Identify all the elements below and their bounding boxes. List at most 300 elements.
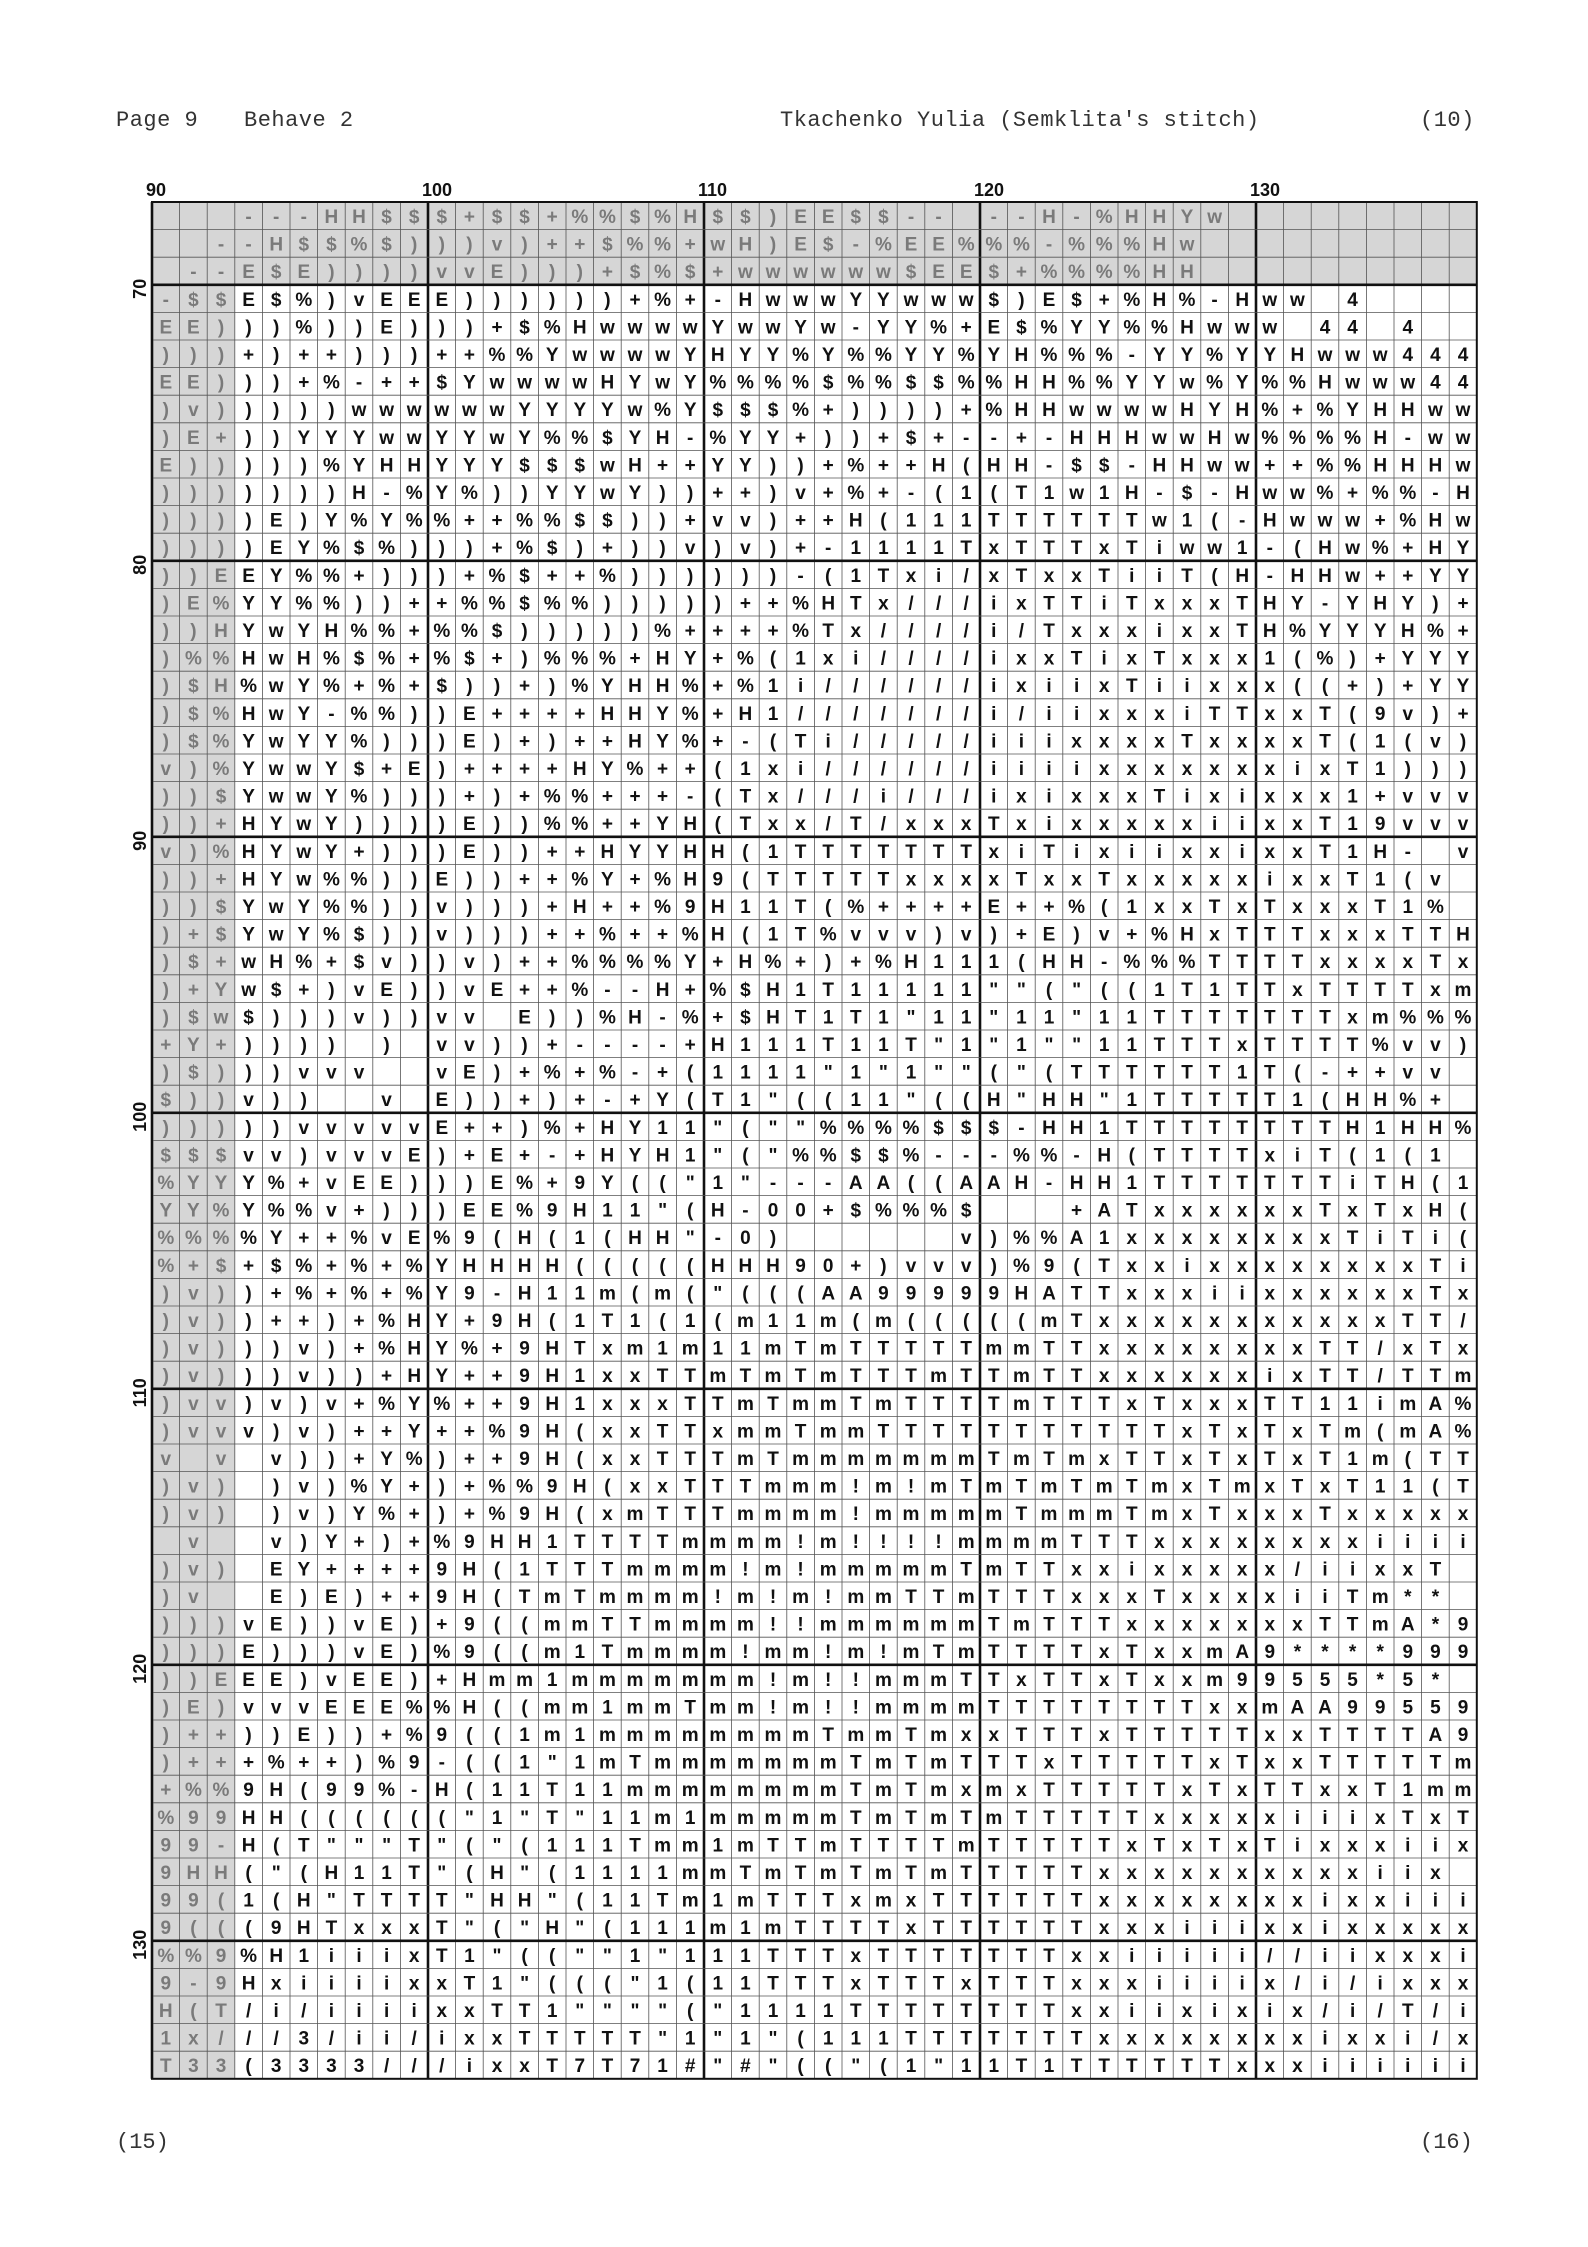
- chart-symbol: Y: [297, 620, 311, 642]
- chart-symbol: m: [1150, 1504, 1168, 1526]
- chart-symbol: m: [985, 1531, 1003, 1553]
- chart-symbol: x: [1264, 676, 1276, 698]
- chart-symbol: H: [324, 206, 339, 228]
- chart-symbol: v: [1430, 786, 1441, 808]
- chart-symbol: v: [1457, 786, 1469, 808]
- chart-symbol: (: [797, 1283, 804, 1305]
- chart-symbol: %: [1206, 344, 1224, 366]
- chart-symbol: 1: [1098, 1117, 1110, 1139]
- chart-symbol: T: [1070, 2028, 1083, 2050]
- chart-symbol: (: [300, 1807, 307, 1829]
- chart-symbol: T: [1043, 1862, 1055, 1884]
- chart-symbol: i: [356, 2028, 362, 2050]
- chart-symbol: T: [1181, 979, 1193, 1001]
- chart-symbol: -: [742, 1200, 749, 1222]
- chart-symbol: +: [1043, 896, 1055, 918]
- chart-symbol: 1: [629, 1310, 641, 1332]
- chart-symbol: H: [1456, 482, 1470, 504]
- chart-symbol: $: [188, 676, 199, 698]
- chart-symbol: x: [960, 1780, 972, 1802]
- chart-symbol: +: [1015, 262, 1027, 284]
- chart-symbol: $: [850, 206, 862, 228]
- chart-symbol: x: [850, 1890, 862, 1912]
- chart-symbol: (: [1321, 1090, 1329, 1112]
- chart-symbol: /: [1267, 1945, 1273, 1967]
- chart-symbol: T: [1015, 1918, 1028, 1940]
- chart-symbol: %: [378, 1504, 396, 1526]
- chart-symbol: 9: [160, 1890, 172, 1912]
- chart-symbol: 1: [1457, 1172, 1469, 1194]
- chart-symbol: T: [1319, 1504, 1331, 1526]
- chart-symbol: E: [1042, 289, 1056, 311]
- chart-symbol: T: [1153, 2056, 1166, 2078]
- chart-symbol: A: [821, 1283, 836, 1305]
- chart-symbol: %: [1426, 1007, 1444, 1029]
- chart-symbol: Y: [1429, 676, 1442, 698]
- chart-symbol: %: [792, 593, 810, 615]
- chart-symbol: ": [740, 1172, 750, 1194]
- chart-symbol: Y: [656, 841, 669, 863]
- chart-symbol: ": [906, 1090, 916, 1112]
- chart-symbol: T: [987, 1669, 1000, 1691]
- chart-symbol: 1: [602, 1697, 613, 1719]
- chart-symbol: m: [847, 1642, 865, 1664]
- chart-symbol: i: [1322, 1973, 1328, 1995]
- chart-symbol: T: [1015, 2000, 1028, 2022]
- chart-symbol: m: [819, 1504, 837, 1526]
- chart-symbol: v: [740, 538, 751, 560]
- chart-symbol: %: [654, 620, 672, 642]
- chart-symbol: 9: [519, 1393, 530, 1415]
- chart-symbol: x: [1292, 1504, 1303, 1526]
- chart-symbol: *: [1321, 1642, 1329, 1664]
- chart-symbol: +: [822, 400, 834, 422]
- chart-symbol: +: [270, 1310, 282, 1332]
- chart-symbol: 5: [1402, 1669, 1414, 1691]
- chart-symbol: 4: [1347, 317, 1358, 339]
- chart-symbol: 1: [684, 2028, 696, 2050]
- chart-symbol: x: [1043, 1752, 1055, 1774]
- chart-symbol: $: [270, 1255, 282, 1277]
- chart-symbol: v: [326, 1200, 337, 1222]
- chart-symbol: x: [1402, 1200, 1414, 1222]
- chart-symbol: ": [464, 1890, 474, 1912]
- chart-symbol: ): [162, 344, 169, 366]
- chart-symbol: v: [408, 1117, 420, 1139]
- chart-symbol: E: [352, 1697, 366, 1719]
- chart-symbol: i: [991, 648, 997, 670]
- chart-symbol: T: [960, 2028, 973, 2050]
- chart-symbol: ": [630, 1973, 640, 1995]
- chart-symbol: ): [300, 1448, 307, 1470]
- chart-symbol: ): [769, 455, 777, 477]
- chart-symbol: /: [1432, 2000, 1439, 2022]
- chart-symbol: Y: [269, 565, 283, 587]
- chart-symbol: (: [438, 1807, 445, 1829]
- chart-symbol: H: [241, 1973, 256, 1995]
- chart-symbol: %: [350, 703, 368, 725]
- chart-symbol: H: [655, 427, 670, 449]
- chart-symbol: T: [684, 1421, 697, 1443]
- chart-symbol: 9: [436, 1586, 448, 1608]
- chart-symbol: (: [907, 1172, 915, 1194]
- chart-symbol: T: [1208, 1780, 1221, 1802]
- chart-symbol: x: [1209, 1697, 1220, 1719]
- chart-symbol: 1: [878, 1090, 889, 1112]
- chart-symbol: x: [353, 1918, 365, 1940]
- chart-symbol: x: [905, 814, 917, 836]
- chart-symbol: A: [848, 1172, 863, 1194]
- chart-symbol: x: [1126, 1255, 1138, 1277]
- chart-symbol: T: [1098, 1780, 1111, 1802]
- chart-symbol: ): [383, 814, 390, 836]
- chart-symbol: x: [1319, 952, 1331, 974]
- chart-symbol: T: [1098, 1255, 1111, 1277]
- chart-symbol: /: [963, 565, 969, 587]
- chart-symbol: m: [874, 1780, 892, 1802]
- chart-symbol: +: [1374, 510, 1386, 532]
- chart-symbol: %: [1095, 262, 1113, 284]
- chart-symbol: +: [546, 1034, 558, 1056]
- chart-symbol: ): [273, 1338, 280, 1360]
- chart-symbol: i: [1460, 1890, 1466, 1912]
- chart-symbol: %: [433, 1531, 451, 1553]
- chart-symbol: w: [241, 952, 256, 974]
- chart-symbol: (: [549, 1228, 556, 1250]
- chart-symbol: w: [296, 786, 312, 808]
- chart-symbol: 1: [767, 841, 779, 863]
- chart-symbol: (: [714, 814, 721, 836]
- chart-symbol: 9: [684, 896, 696, 918]
- chart-symbol: %: [378, 1338, 396, 1360]
- chart-symbol: i: [1046, 731, 1052, 753]
- chart-symbol: %: [516, 538, 534, 560]
- chart-symbol: m: [1399, 1393, 1417, 1415]
- chart-symbol: 1: [1126, 1034, 1138, 1056]
- chart-symbol: H: [517, 1310, 532, 1332]
- chart-symbol: x: [1181, 841, 1193, 863]
- chart-symbol: /: [963, 786, 969, 808]
- chart-symbol: ": [961, 1062, 971, 1084]
- chart-symbol: Y: [1291, 593, 1304, 615]
- chart-symbol: A: [1428, 1724, 1443, 1746]
- chart-symbol: T: [1291, 1007, 1304, 1029]
- chart-symbol: 9: [270, 1918, 282, 1940]
- chart-symbol: 1: [1043, 2056, 1055, 2078]
- chart-symbol: -: [631, 979, 639, 1001]
- chart-symbol: T: [518, 2028, 531, 2050]
- chart-symbol: x: [1181, 1338, 1193, 1360]
- chart-symbol: x: [1374, 1504, 1386, 1526]
- chart-symbol: %: [212, 593, 230, 615]
- chart-symbol: ): [549, 676, 556, 698]
- chart-symbol: +: [877, 896, 889, 918]
- chart-symbol: T: [960, 841, 973, 863]
- chart-symbol: Y: [435, 1310, 449, 1332]
- chart-symbol: T: [1401, 1366, 1414, 1388]
- chart-symbol: Y: [1180, 344, 1194, 366]
- chart-symbol: %: [350, 1283, 368, 1305]
- chart-symbol: %: [322, 455, 340, 477]
- chart-symbol: T: [877, 565, 890, 587]
- chart-symbol: i: [301, 1973, 307, 1995]
- chart-symbol: x: [1347, 1531, 1358, 1553]
- chart-symbol: H: [1207, 427, 1222, 449]
- chart-symbol: ): [411, 869, 418, 891]
- chart-symbol: T: [987, 1752, 1000, 1774]
- chart-symbol: i: [991, 703, 997, 725]
- chart-symbol: x: [1181, 1228, 1193, 1250]
- chart-symbol: 1: [684, 1310, 696, 1332]
- chart-symbol: ): [162, 1614, 169, 1636]
- chart-symbol: -: [935, 1145, 942, 1167]
- column-ruler-label: 100: [422, 180, 453, 200]
- chart-symbol: H: [158, 2000, 173, 2022]
- chart-symbol: x: [1236, 1697, 1248, 1719]
- chart-symbol: x: [1292, 979, 1303, 1001]
- chart-symbol: /: [880, 620, 887, 642]
- chart-symbol: m: [874, 1393, 892, 1415]
- chart-symbol: w: [1455, 427, 1471, 449]
- chart-symbol: %: [1261, 427, 1279, 449]
- chart-symbol: T: [1429, 1310, 1442, 1332]
- chart-symbol: m: [736, 1780, 754, 1802]
- chart-symbol: ): [328, 979, 335, 1001]
- chart-symbol: 1: [1043, 482, 1055, 504]
- chart-symbol: -: [1045, 427, 1053, 449]
- chart-symbol: +: [546, 952, 558, 974]
- chart-symbol: Y: [1401, 648, 1415, 670]
- chart-symbol: x: [960, 1724, 972, 1746]
- chart-symbol: x: [1402, 1255, 1414, 1277]
- chart-symbol: H: [738, 703, 753, 725]
- chart-symbol: x: [1292, 2000, 1303, 2022]
- chart-symbol: v: [353, 289, 365, 311]
- chart-symbol: T: [1319, 731, 1331, 753]
- chart-symbol: x: [1292, 1614, 1303, 1636]
- chart-symbol: T: [1291, 952, 1304, 974]
- chart-symbol: T: [877, 1366, 890, 1388]
- chart-symbol: x: [1236, 1531, 1248, 1553]
- chart-symbol: E: [435, 869, 449, 891]
- chart-symbol: ): [245, 1117, 252, 1139]
- chart-symbol: /: [880, 758, 887, 780]
- chart-symbol: x: [1098, 1973, 1110, 1995]
- chart-symbol: w: [876, 262, 891, 284]
- chart-symbol: m: [792, 1393, 810, 1415]
- chart-symbol: 1: [602, 1780, 613, 1802]
- chart-symbol: m: [930, 1807, 948, 1829]
- chart-symbol: 4: [1402, 344, 1414, 366]
- chart-symbol: x: [1209, 1614, 1220, 1636]
- chart-symbol: ): [162, 400, 169, 422]
- chart-symbol: m: [681, 1724, 699, 1746]
- chart-symbol: +: [463, 1504, 475, 1526]
- chart-symbol: w: [627, 400, 643, 422]
- chart-symbol: +: [629, 869, 641, 891]
- chart-symbol: 9: [188, 1807, 199, 1829]
- chart-symbol: ): [521, 289, 528, 311]
- chart-symbol: T: [1263, 924, 1276, 946]
- chart-symbol: !: [769, 1669, 777, 1691]
- chart-symbol: T: [546, 1780, 559, 1802]
- chart-symbol: m: [792, 1752, 810, 1774]
- chart-symbol: 1: [657, 1918, 668, 1940]
- chart-symbol: T: [960, 1807, 973, 1829]
- chart-symbol: Y: [297, 427, 311, 449]
- chart-symbol: i: [273, 2000, 279, 2022]
- chart-symbol: m: [571, 1669, 589, 1691]
- chart-symbol: +: [1374, 786, 1386, 808]
- chart-symbol: (: [687, 1200, 694, 1222]
- chart-symbol: +: [933, 427, 945, 449]
- chart-symbol: T: [1098, 2056, 1111, 2078]
- chart-symbol: ): [162, 1504, 169, 1526]
- chart-symbol: x: [1016, 593, 1027, 615]
- chart-symbol: $: [436, 206, 448, 228]
- chart-symbol: m: [654, 1780, 672, 1802]
- chart-symbol: (: [576, 1421, 583, 1443]
- chart-symbol: Y: [1373, 620, 1387, 642]
- chart-symbol: x: [1154, 1669, 1165, 1691]
- chart-symbol: %: [1012, 234, 1030, 256]
- chart-symbol: H: [821, 593, 836, 615]
- chart-symbol: ": [520, 1973, 530, 1995]
- chart-symbol: H: [1262, 593, 1277, 615]
- chart-symbol: Y: [1180, 206, 1194, 228]
- chart-symbol: m: [1040, 1476, 1058, 1498]
- chart-symbol: H: [1014, 372, 1029, 394]
- chart-symbol: 1: [960, 510, 972, 532]
- chart-symbol: 1: [850, 1090, 862, 1112]
- chart-symbol: Y: [683, 400, 697, 422]
- chart-symbol: T: [1291, 1476, 1304, 1498]
- chart-symbol: E: [159, 455, 173, 477]
- chart-symbol: $: [988, 1117, 1000, 1139]
- chart-symbol: m: [764, 1559, 782, 1581]
- chart-symbol: *: [1348, 1642, 1357, 1664]
- chart-symbol: (: [742, 1145, 749, 1167]
- chart-symbol: ): [1349, 648, 1356, 670]
- chart-symbol: $: [270, 262, 282, 284]
- chart-symbol: T: [629, 1835, 641, 1857]
- chart-symbol: 9: [188, 1835, 199, 1857]
- chart-symbol: T: [822, 1973, 835, 1995]
- chart-symbol: v: [381, 1117, 392, 1139]
- chart-symbol: m: [654, 1614, 672, 1636]
- chart-symbol: x: [1181, 814, 1193, 836]
- chart-symbol: T: [1043, 1559, 1055, 1581]
- chart-symbol: ): [797, 455, 804, 477]
- chart-symbol: 1: [960, 1007, 972, 1029]
- chart-symbol: T: [1181, 1007, 1193, 1029]
- chart-symbol: %: [874, 372, 892, 394]
- chart-symbol: ): [162, 510, 169, 532]
- chart-symbol: x: [1016, 676, 1027, 698]
- chart-symbol: ): [245, 538, 252, 560]
- chart-symbol: #: [740, 2056, 751, 2078]
- chart-symbol: ): [411, 1642, 418, 1664]
- chart-symbol: x: [1402, 1504, 1414, 1526]
- chart-symbol: m: [681, 1669, 699, 1691]
- chart-symbol: ): [411, 731, 418, 753]
- chart-symbol: (: [852, 1310, 859, 1332]
- chart-symbol: m: [847, 1559, 865, 1581]
- chart-symbol: m: [874, 1586, 892, 1608]
- chart-symbol: T: [822, 1034, 835, 1056]
- chart-symbol: H: [490, 1862, 504, 1884]
- chart-symbol: $: [519, 206, 530, 228]
- chart-symbol: x: [1209, 758, 1220, 780]
- chart-symbol: m: [654, 1283, 672, 1305]
- chart-symbol: +: [684, 758, 696, 780]
- chart-symbol: H: [1262, 620, 1277, 642]
- chart-symbol: T: [794, 1835, 807, 1857]
- chart-symbol: Y: [1429, 565, 1442, 587]
- chart-symbol: i: [1073, 703, 1080, 725]
- chart-symbol: x: [1292, 1752, 1303, 1774]
- chart-symbol: x: [1126, 814, 1138, 836]
- chart-symbol: (: [1377, 1421, 1384, 1443]
- chart-symbol: H: [1428, 1117, 1443, 1139]
- chart-symbol: x: [1126, 1973, 1138, 1995]
- chart-symbol: ": [1072, 979, 1082, 1001]
- chart-symbol: ): [935, 400, 942, 422]
- chart-symbol: m: [1012, 1614, 1030, 1636]
- chart-symbol: %: [350, 620, 368, 642]
- chart-symbol: T: [573, 1586, 586, 1608]
- chart-symbol: +: [408, 620, 420, 642]
- chart-symbol: Y: [628, 1117, 642, 1139]
- chart-symbol: x: [602, 1421, 613, 1443]
- chart-symbol: %: [295, 317, 313, 339]
- chart-symbol: T: [1346, 1338, 1359, 1360]
- chart-symbol: +: [1374, 1062, 1386, 1084]
- chart-symbol: x: [1292, 1890, 1303, 1912]
- chart-symbol: ": [934, 2056, 944, 2078]
- chart-symbol: x: [408, 1945, 420, 1967]
- chart-symbol: T: [822, 1918, 835, 1940]
- chart-symbol: %: [322, 372, 340, 394]
- chart-symbol: T: [1429, 1448, 1442, 1470]
- chart-symbol: (: [273, 1835, 280, 1857]
- chart-symbol: E: [380, 1697, 393, 1719]
- chart-symbol: ): [549, 731, 556, 753]
- chart-symbol: w: [268, 896, 284, 918]
- chart-symbol: T: [546, 1807, 559, 1829]
- chart-symbol: 9: [574, 1172, 586, 1194]
- chart-symbol: +: [1015, 896, 1027, 918]
- chart-symbol: E: [463, 703, 476, 725]
- chart-symbol: $: [188, 1062, 199, 1084]
- chart-symbol: %: [571, 814, 589, 836]
- chart-symbol: ): [411, 234, 418, 256]
- chart-symbol: H: [766, 979, 780, 1001]
- chart-symbol: v: [436, 1062, 448, 1084]
- chart-symbol: 9: [546, 1200, 558, 1222]
- chart-symbol: x: [1347, 2028, 1358, 2050]
- chart-symbol: v: [353, 979, 365, 1001]
- chart-symbol: v: [381, 1228, 392, 1250]
- chart-symbol: ): [273, 317, 280, 339]
- chart-symbol: H: [1152, 262, 1167, 284]
- chart-symbol: T: [1015, 1504, 1028, 1526]
- chart-symbol: +: [408, 648, 420, 670]
- chart-symbol: ): [438, 731, 445, 753]
- chart-symbol: i: [1294, 1586, 1301, 1608]
- chart-symbol: +: [519, 1090, 531, 1112]
- chart-symbol: +: [519, 676, 531, 698]
